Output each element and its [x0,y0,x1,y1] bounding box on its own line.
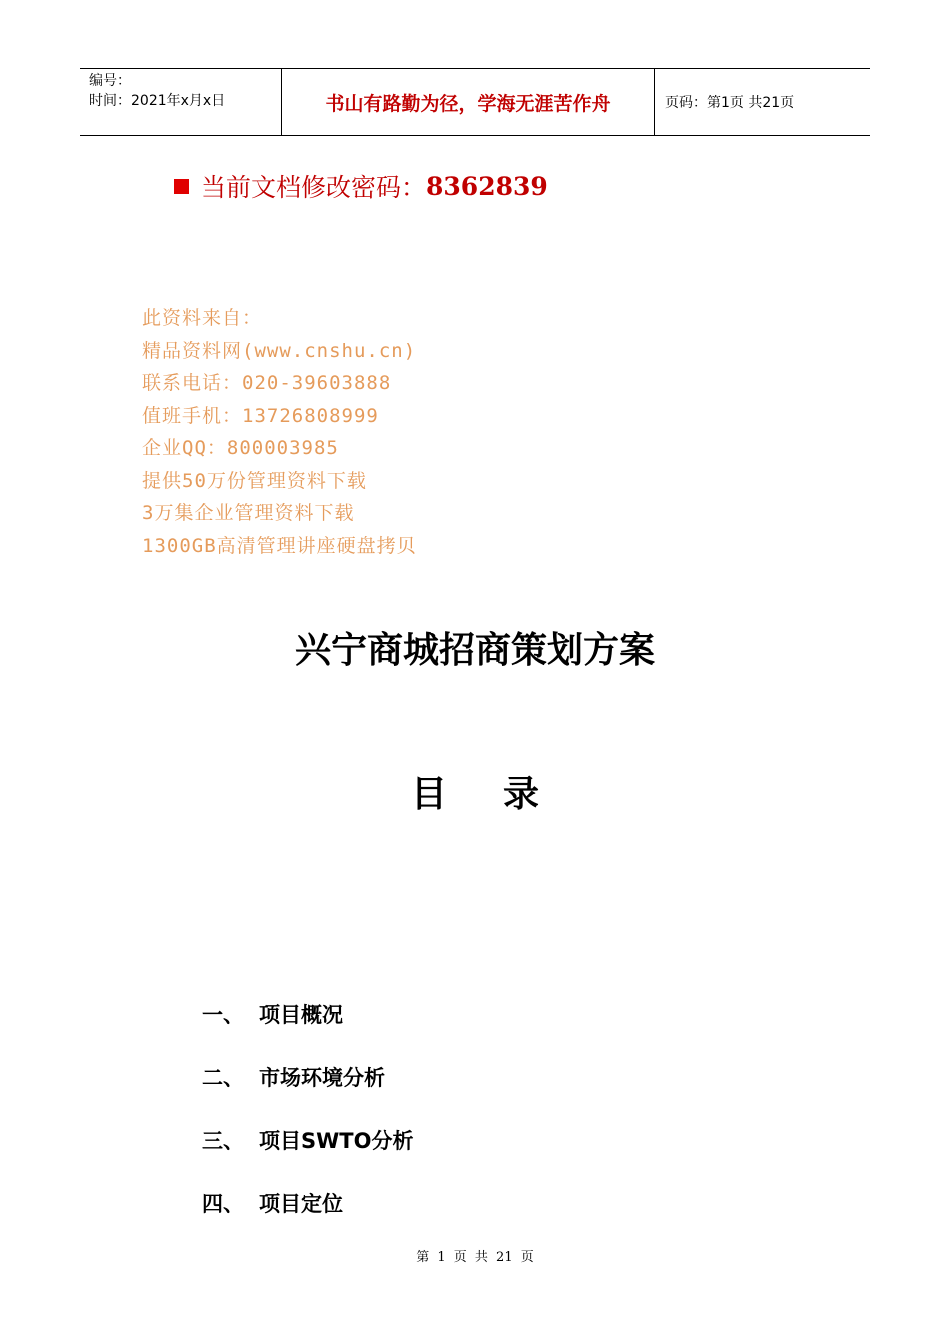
source-line: 值班手机：13726808999 [142,404,379,427]
page-footer: 第 1 页 共 21 页 [416,1250,534,1265]
toc-item [202,1108,413,1171]
toc-item-number: 四、 [202,1191,244,1216]
header-motto: 书山有路勤为径，学海无涯苦作舟 [282,69,655,135]
header-table [80,68,870,136]
toc-item-label: 市场环境分析 [259,1065,385,1090]
time-text: 时间：2021年x月x日 [89,93,226,109]
source-line: 1300GB高清管理讲座硬盘拷贝 [142,534,417,557]
toc-item-label: 项目SWTO分析 [259,1128,414,1153]
toc-item-number: 三、 [202,1128,244,1153]
toc-item [202,1171,413,1234]
document-title: 兴宁商城招商策划方案 [294,629,655,671]
source-line: 企业QQ：800003985 [142,437,339,459]
toc-item-label: 项目概况 [259,1002,343,1027]
source-line: 提供50万份管理资料下载 [142,469,367,492]
header-page-info: 页码：第1页 共21页 [665,95,795,111]
toc-item [202,1045,413,1108]
password-value: 8362839 [426,171,548,201]
header-meta [80,69,282,135]
square-bullet-icon [174,179,189,194]
toc-item-label: 项目定位 [259,1191,343,1216]
source-line: 精品资料网(www.cnshu.cn) [142,339,417,362]
toc-list [202,982,413,1234]
source-line: 此资料来自： [142,307,263,329]
password-label: 当前文档修改密码： [201,173,427,202]
source-line: 3万集企业管理资料下载 [142,502,355,524]
toc-item-number: 二、 [202,1065,244,1090]
toc-item [202,982,413,1045]
serial-label: 编号： [89,73,131,89]
password-line [174,168,548,204]
toc-item-number: 一、 [202,1002,244,1027]
source-info-block [142,302,417,562]
toc-heading: 目录 [410,773,595,815]
source-line: 联系电话：020-39603888 [142,372,392,394]
